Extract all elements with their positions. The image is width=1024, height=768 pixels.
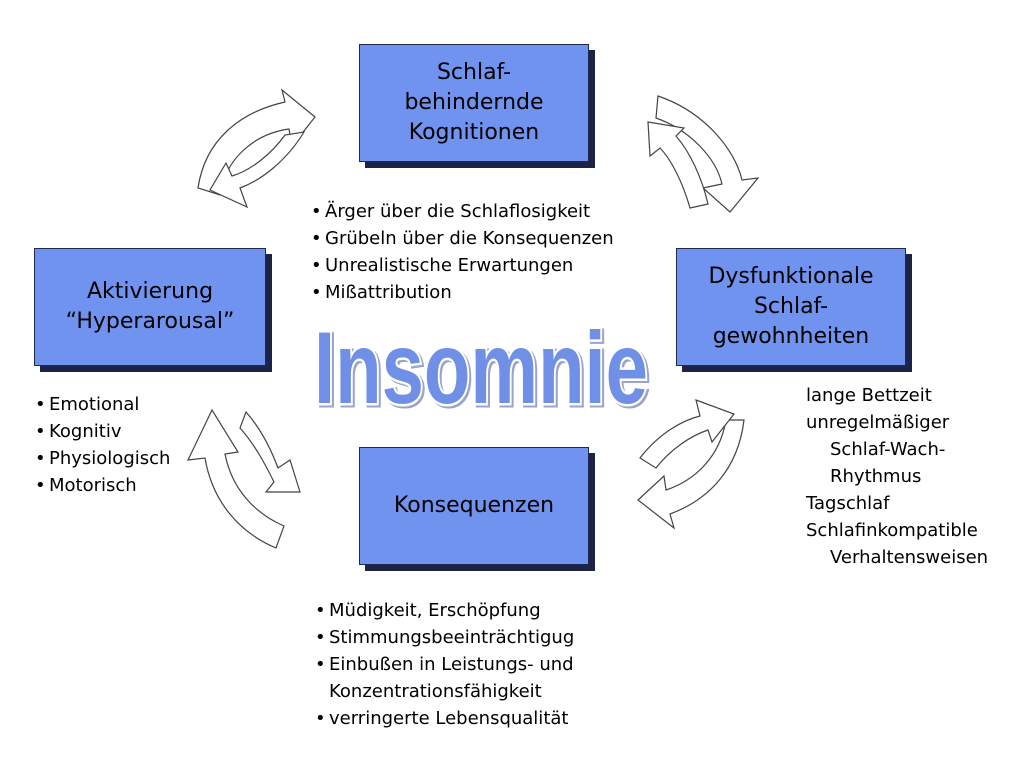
- box-left-label: Aktivierung “Hyperarousal”: [65, 279, 235, 334]
- insomnie-title: [308, 305, 654, 415]
- list-item: • Mißattribution: [311, 279, 614, 306]
- list-item: • Motorisch: [35, 472, 170, 499]
- consequences-list: [315, 597, 574, 732]
- list-item: • Grübeln über die Konsequenzen: [311, 225, 614, 252]
- list-item: Verhaltensweisen: [830, 547, 989, 568]
- box-activation-hyperarousal: [34, 248, 266, 366]
- list-item: Rhythmus: [830, 466, 922, 487]
- cognitions-list: [311, 198, 614, 306]
- arrow-bottom-left-inner: [240, 412, 300, 492]
- list-item: • Physiologisch: [35, 445, 170, 472]
- list-item: Schlaf-Wach-: [830, 439, 946, 460]
- arrow-bottom-left-outer: [188, 410, 284, 548]
- list-item: • Einbußen in Leistungs- und Konzentrationsfähigkeit: [315, 651, 574, 705]
- list-item: • Unrealistische Erwartungen: [311, 252, 614, 279]
- list-item: • Ärger über die Schlaflosigkeit: [311, 198, 614, 225]
- box-bottom-label: Konsequenzen: [393, 493, 555, 518]
- list-item: unregelmäßiger: [806, 412, 950, 433]
- list-item: Tagschlaf: [806, 493, 890, 514]
- box-top-label: Schlaf- behindernde Kognitionen: [404, 60, 544, 145]
- list-item: • Kognitiv: [35, 418, 170, 445]
- box-right-label: Dysfunktionale Schlaf- gewohnheiten: [708, 264, 874, 349]
- box-consequences: [359, 447, 589, 565]
- box-dysfunctional-sleep-habits: [676, 248, 906, 366]
- list-item: Schlafinkompatible: [806, 520, 978, 541]
- habits-list: [806, 382, 988, 571]
- list-item: lange Bettzeit: [806, 385, 932, 406]
- list-item: • verringerte Lebensqualität: [315, 705, 574, 732]
- activation-list: [35, 391, 170, 499]
- list-item: • Stimmungsbeeinträchtigug: [315, 624, 574, 651]
- box-sleep-inhibiting-cognitions: [359, 44, 589, 162]
- list-item: • Müdigkeit, Erschöpfung: [315, 597, 574, 624]
- insomnie-title-text: Insomnie: [314, 311, 648, 415]
- list-item: • Emotional: [35, 391, 170, 418]
